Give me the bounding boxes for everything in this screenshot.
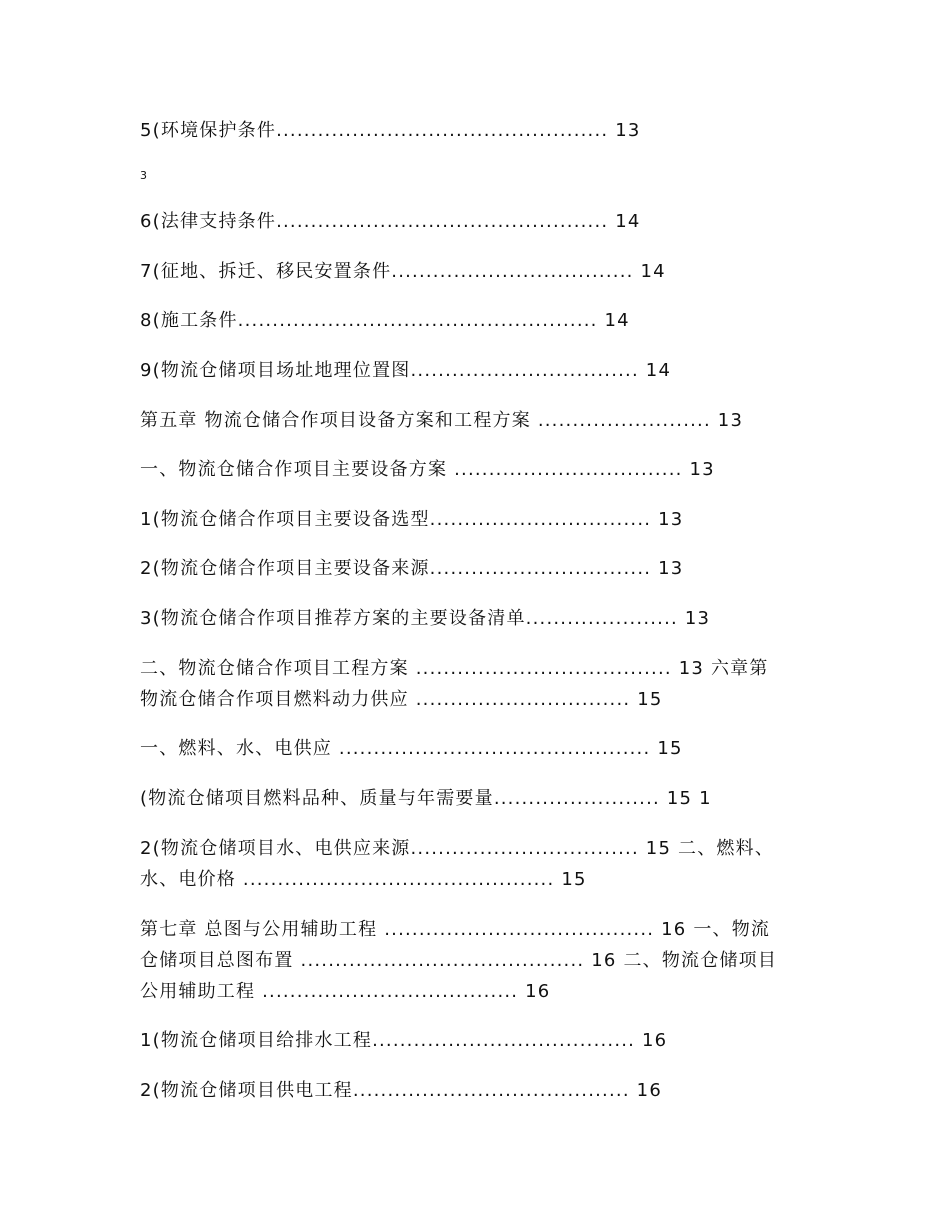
toc-entry: 3(物流仓储合作项目推荐方案的主要设备清单...................... 13 [140,608,711,629]
toc-chapter: 第五章 物流仓储合作项目设备方案和工程方案 ......................... 13 [140,410,744,431]
toc-section: 公用辅助工程 ..................................... 16 [140,981,551,1002]
toc-entry: 6(法律支持条件................................................ 14 [140,211,641,232]
toc-section: 一、燃料、水、电供应 ............................................. 15 [140,738,683,759]
toc-entry: 2(物流仓储项目水、电供应来源................................. 15 二、燃料、 [140,838,775,859]
toc-entry: 8(施工条件.................................................... 14 [140,310,630,331]
toc-section: 水、电价格 ............................................. 15 [140,869,587,890]
toc-entry: 2(物流仓储合作项目主要设备来源................................ 13 [140,558,684,579]
toc-entry: (物流仓储项目燃料品种、质量与年需要量........................ 15 1 [140,788,712,809]
toc-entry: 2(物流仓储项目供电工程........................................ 16 [140,1080,662,1101]
toc-chapter: 第七章 总图与公用辅助工程 ....................................... 16 一、物流 [140,919,771,940]
toc-section: 二、物流仓储合作项目工程方案 ..................................... 13 六章第 [140,658,769,679]
toc-entry: 1(物流仓储项目给排水工程...................................... 16 [140,1030,668,1051]
toc-section: 仓储项目总图布置 ......................................... 16 二、物流仓储项目 [140,950,778,971]
toc-entry: 9(物流仓储项目场址地理位置图................................. 14 [140,360,672,381]
toc-entry: 5(环境保护条件................................................ 13 [140,120,641,141]
toc-entry: 7(征地、拆迁、移民安置条件................................... 14 [140,261,666,282]
toc-section: 一、物流仓储合作项目主要设备方案 ................................. 13 [140,459,715,480]
page-number-marker: 3 [140,169,147,182]
toc-chapter: 物流仓储合作项目燃料动力供应 ............................... 15 [140,689,663,710]
toc-entry: 1(物流仓储合作项目主要设备选型................................ 13 [140,509,684,530]
